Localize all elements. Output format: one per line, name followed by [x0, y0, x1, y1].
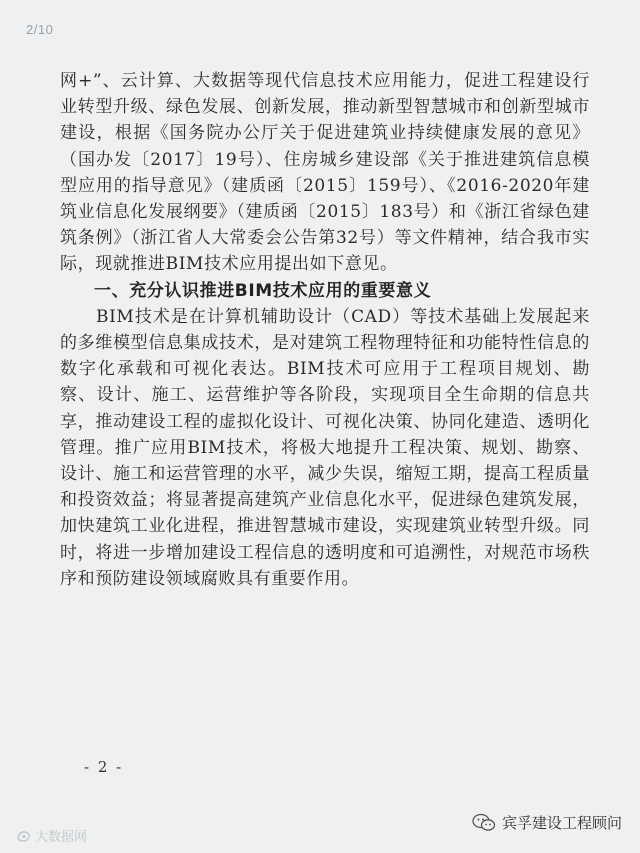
watermark-right [472, 812, 622, 833]
body-paragraph: BIM技术是在计算机辅助设计（CAD）等技术基础上发展起来的多维模型信息集成技术，是对建筑工程物理特征和功能特性信息的数字化承载和可视化表达。BIM技术可应用于工程项目规划、勘察、设计、施工、运营维护等各阶段，实现项目全生命期的信息共享，推动建设工程的虚拟化设计、可视化决策、协同化建造、透明化管理。推广应用BIM技术，将极大地提升工程决策、规划、勘察、设计、施工和运营管理的水平，减少失误，缩短工期，提高工程质量和投资效益；将显著提高建筑产业信息化水平，促进绿色建筑发展，加快建筑工业化进程，推进智慧城市建设，实现建筑业转型升级。同时，将进一步增加建设工程信息的透明度和可追溯性，对规范市场秩序和预防建设领域腐败具有重要作用。 [60, 306, 590, 589]
page-number: - 2 - [84, 758, 124, 776]
document-body [60, 68, 590, 592]
bigdata-logo-icon [16, 829, 32, 843]
watermark-left-text: 大数据网 [35, 830, 88, 845]
watermark-left [16, 826, 87, 845]
section-heading: 一、充分认识推进BIM技术应用的重要意义 [94, 280, 432, 301]
wechat-icon [472, 813, 496, 833]
watermark-right-text: 宾孚建设工程顾问 [501, 814, 622, 832]
page-indicator: 2/10 [26, 22, 54, 37]
intro-paragraph: 网+”、云计算、大数据等现代信息技术应用能力，促进工程建设行业转型升级、绿色发展、创新发展，推动新型智慧城市和创新型城市建设，根据《国务院办公厅关于促进建筑业持续健康发展的意见》（国办发〔2017〕19号）、住房城乡建设部《关于推进建筑信息模型应用的指导意见》（建质函〔2015〕159号）、《2016-2020年建筑业信息化发展纲要》（建质函〔2015〕183号）和《浙江省绿色建筑条例》（浙江省人大常委会公告第32号）等文件精神，结合我市实际，现就推进BIM技术应用提出如下意见。 [60, 71, 590, 275]
